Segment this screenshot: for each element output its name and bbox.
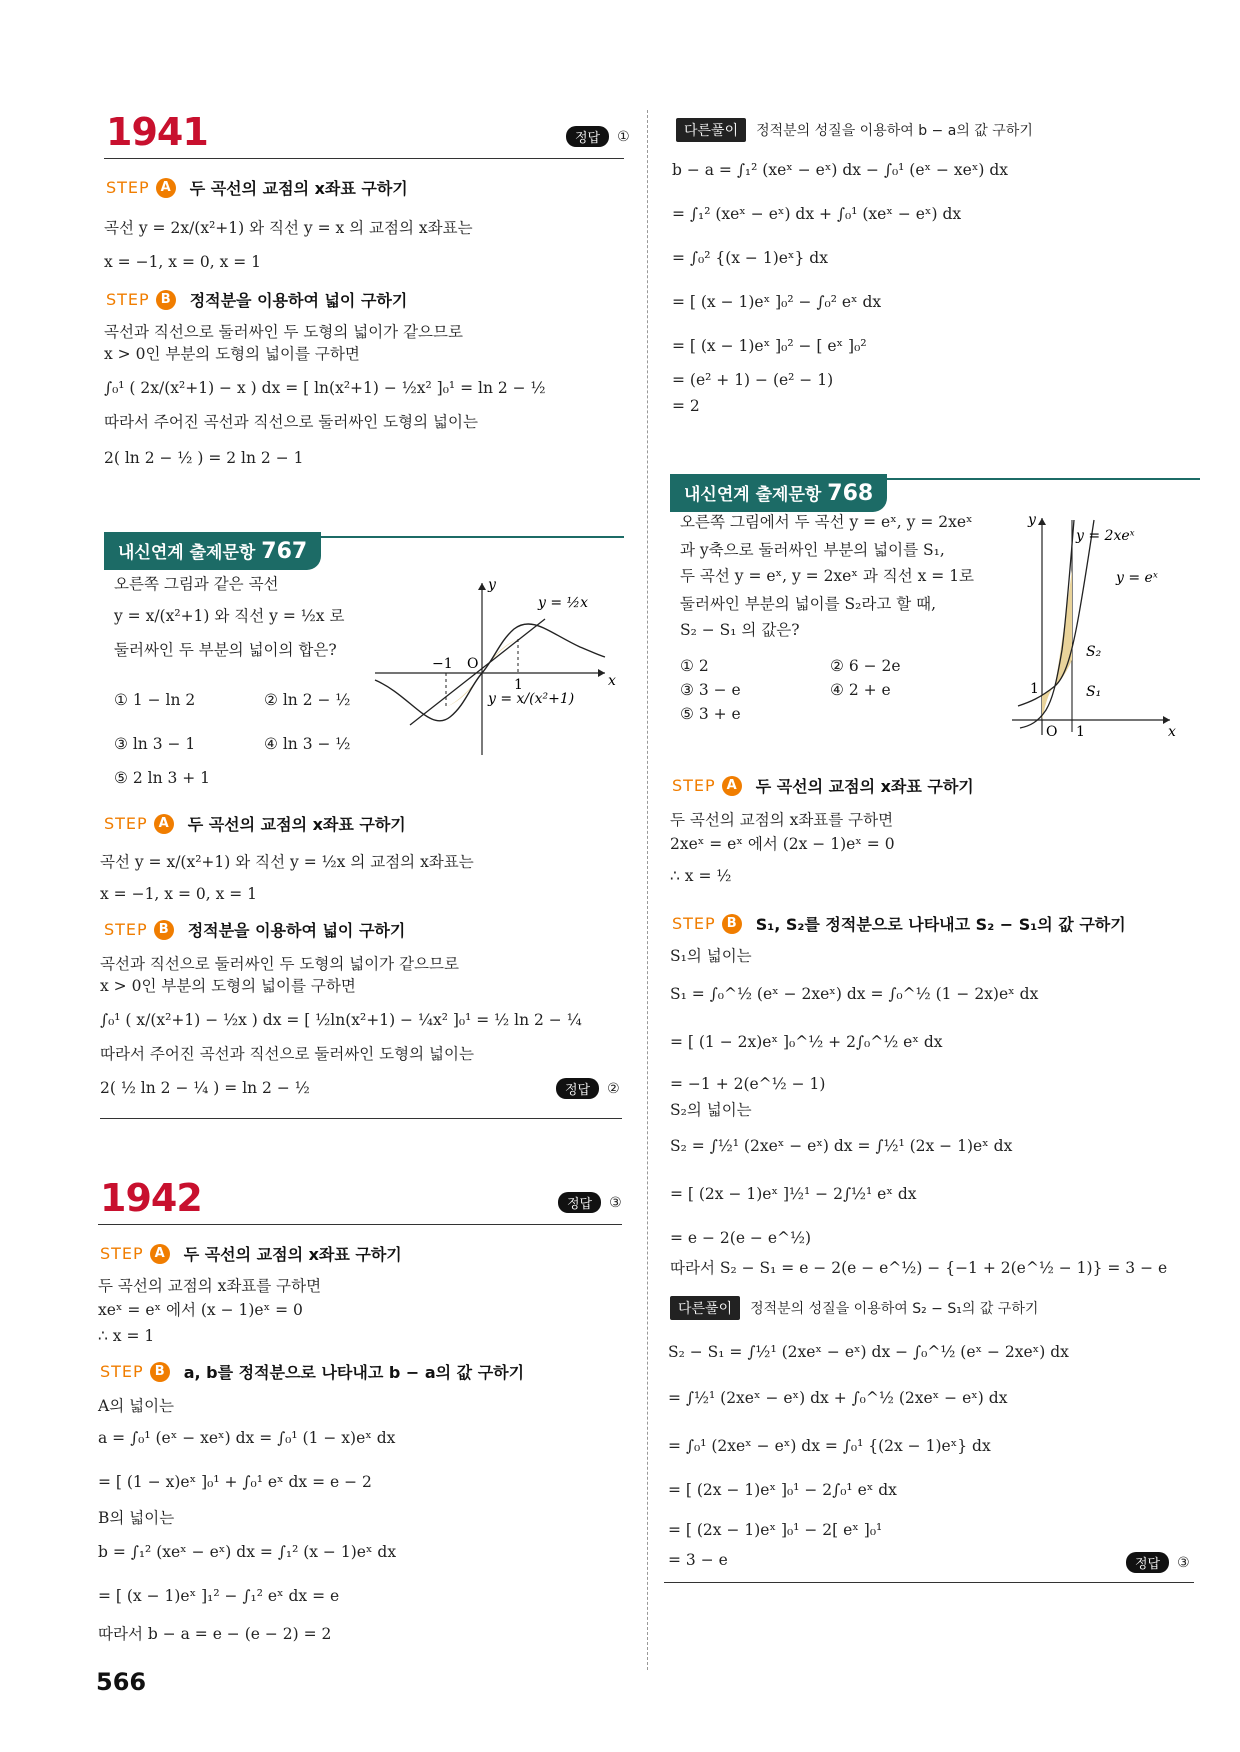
formula-line: = ∫₁² (xeˣ − eˣ) dx + ∫₀¹ (xeˣ − eˣ) dx [672,205,962,223]
choice[interactable]: ③ 3 − e [680,681,741,699]
answer-value: ① [617,128,630,145]
alt-solution-768-heading [670,1296,1038,1320]
answer-767 [556,1078,620,1099]
formula-line: = ∫½¹ (2xeˣ − eˣ) dx + ∫₀^½ (2xeˣ − eˣ) dx [668,1389,1008,1407]
step-badge: A [154,814,174,834]
step-badge: A [156,178,176,198]
x-axis-arrow [1163,716,1170,724]
y-axis-arrow [1038,518,1046,525]
formula-line: = [ (1 − x)eˣ ]₀¹ + ∫₀¹ eˣ dx = e − 2 [98,1473,372,1491]
text-line: 곡선 y = x/(x²+1) 와 직선 y = ½x 의 교점의 x좌표는 [100,853,474,871]
alt-tag: 다른풀이 [670,1296,740,1320]
curve-ex [1018,520,1094,706]
step-a-heading [104,812,406,835]
text-line: 곡선 y = 2x/(x²+1) 와 직선 y = x 의 교점의 x좌표는 [104,219,473,237]
origin-label: O [1046,724,1058,740]
line [410,619,545,725]
question-line: 오른쪽 그림에서 두 곡선 y = eˣ, y = 2xeˣ [680,513,973,531]
step-badge: B [156,290,176,310]
text-line: A의 넓이는 [98,1397,175,1415]
step-badge: B [154,920,174,940]
text-line: S₁의 넓이는 [670,947,752,965]
origin-label: O [467,656,479,672]
banner-number: 768 [827,481,874,506]
one-x-label: 1 [1076,724,1085,740]
step-badge: B [722,914,742,934]
answer-value: ③ [609,1194,622,1211]
x-label: x [608,673,616,689]
choice[interactable]: ⑤ 2 ln 3 + 1 [114,769,211,787]
text-line: B의 넓이는 [98,1509,175,1527]
banner-number: 767 [261,539,308,564]
question-line: y = x/(x²+1) 와 직선 y = ½x 로 [114,607,345,625]
formula-line: ∫₀¹ ( 2x/(x²+1) − x ) dx = [ ln(x²+1) − ½x² ]₀¹ = ln 2 − ½ [104,379,546,397]
text-line: 두 곡선의 교점의 x좌표를 구하면 [670,811,894,829]
step-b-heading [672,912,1126,935]
text-line: 따라서 주어진 곡선과 직선으로 둘러싸인 도형의 넓이는 [100,1045,474,1063]
step-label: STEP [104,814,148,833]
banner-label: 내신연계 출제문항 [118,543,256,563]
text-line: 따라서 b − a = e − (e − 2) = 2 [98,1625,332,1643]
y-axis-arrow [478,583,486,590]
step-label: STEP [100,1244,144,1263]
curve2-label: y = eˣ [1116,570,1158,586]
alt-tag: 다른풀이 [676,118,746,142]
alt-title: 정적분의 성질을 이용하여 b − a의 값 구하기 [756,123,1033,139]
question-line: 둘러싸인 부분의 넓이를 S₂라고 할 때, [680,595,937,613]
step-title: 두 곡선의 교점의 x좌표 구하기 [755,777,974,796]
x-label: x [1168,724,1176,740]
one-y-label: 1 [1030,681,1039,697]
step-a-heading [672,774,974,797]
formula-line: = 3 − e [668,1551,728,1569]
formula-line: S₂ = ∫½¹ (2xeˣ − eˣ) dx = ∫½¹ (2x − 1)eˣ dx [670,1137,1013,1155]
step-a-heading [100,1242,402,1265]
choice[interactable]: ① 2 [680,657,709,675]
s1-label: S₁ [1086,684,1102,700]
graph-767 [370,575,620,760]
formula-line: = ∫₀¹ (2xeˣ − eˣ) dx = ∫₀¹ {(2x − 1)eˣ} dx [668,1437,991,1455]
divider [100,1118,622,1119]
answer-768 [1126,1552,1190,1573]
formula-line: b = ∫₁² (xeˣ − eˣ) dx = ∫₁² (x − 1)eˣ dx [98,1543,397,1561]
formula-line: = e − 2(e − e^½) [670,1229,812,1247]
step-b-heading [100,1360,524,1383]
formula-line: = [ (x − 1)eˣ ]₀² − [ eˣ ]₀² [672,337,867,355]
y-label: y [1028,512,1036,528]
text-line: ∴ x = 1 [98,1327,155,1345]
region-s2 [1055,570,1072,686]
text-line: 2xeˣ = eˣ 에서 (2x − 1)eˣ = 0 [670,835,895,853]
problem-number-1942: 1942 [100,1176,202,1220]
formula-line: b − a = ∫₁² (xeˣ − eˣ) dx − ∫₀¹ (eˣ − xeˣ) dx [672,161,1009,179]
formula-line: = [ (x − 1)eˣ ]₀² − ∫₀² eˣ dx [672,293,882,311]
question-line: 두 곡선 y = eˣ, y = 2xeˣ 과 직선 x = 1로 [680,567,975,585]
choice[interactable]: ④ 2 + e [830,681,891,699]
step-b-heading [106,288,407,311]
step-b-heading [104,918,405,941]
divider [104,158,624,159]
answer-value: ③ [1177,1554,1190,1571]
formula-line: = (e² + 1) − (e² − 1) [672,371,834,389]
step-label: STEP [106,290,150,309]
step-label: STEP [100,1362,144,1381]
question-line: S₂ − S₁ 의 값은? [680,621,800,639]
answer-tag: 정답 [566,126,609,147]
neg-one-label: −1 [432,656,453,672]
step-title: 정적분을 이용하여 넓이 구하기 [187,921,406,940]
column-divider [647,110,648,1670]
answer-1942 [558,1192,622,1213]
text-line: 따라서 주어진 곡선과 직선으로 둘러싸인 도형의 넓이는 [104,413,478,431]
question-line: 오른쪽 그림과 같은 곡선 [114,575,279,593]
formula-line: = [ (2x − 1)eˣ ]₀¹ − 2[ eˣ ]₀¹ [668,1521,883,1539]
text-line: ∴ x = ½ [670,867,732,885]
step-label: STEP [672,914,716,933]
x-axis-arrow [598,669,605,677]
formula-line: ∫₀¹ ( x/(x²+1) − ½x ) dx = [ ½ln(x²+1) − ¼x² ]₀¹ = ½ ln 2 − ¼ [100,1011,582,1029]
divider [664,1582,1194,1583]
answer-value: ② [607,1080,620,1097]
banner-767 [104,532,321,570]
step-label: STEP [672,776,716,795]
formula-line: = [ (x − 1)eˣ ]₁² − ∫₁² eˣ dx = e [98,1587,340,1605]
step-title: 정적분을 이용하여 넓이 구하기 [189,291,408,310]
choice[interactable]: ② 6 − 2e [830,657,901,675]
text-line: 곡선과 직선으로 둘러싸인 두 도형의 넓이가 같으므로 [100,955,459,973]
formula-line: = −1 + 2(e^½ − 1) [670,1075,826,1093]
choice[interactable]: ⑤ 3 + e [680,705,741,723]
formula-line: S₂ − S₁ = ∫½¹ (2xeˣ − eˣ) dx − ∫₀^½ (eˣ − 2xeˣ) dx [668,1343,1069,1361]
question-line: 과 y축으로 둘러싸인 부분의 넓이를 S₁, [680,541,945,559]
step-title: 두 곡선의 교점의 x좌표 구하기 [187,815,406,834]
formula-line: = [ (2x − 1)eˣ ]½¹ − 2∫½¹ eˣ dx [670,1185,917,1203]
step-title: a, b를 정적분으로 나타내고 b − a의 값 구하기 [183,1363,525,1382]
text-line: x > 0인 부분의 도형의 넓이를 구하면 [100,977,356,995]
step-badge: A [722,776,742,796]
text-line: 곡선과 직선으로 둘러싸인 두 도형의 넓이가 같으므로 [104,323,463,341]
choice[interactable]: ① 1 − ln 2 [114,691,196,709]
step-a-heading [106,176,408,199]
formula-line: 따라서 S₂ − S₁ = e − 2(e − e^½) − {−1 + 2(e^½ − 1)} = 3 − e [670,1259,1168,1277]
question-line: 둘러싸인 두 부분의 넓이의 합은? [114,641,337,659]
step-title: 두 곡선의 교점의 x좌표 구하기 [189,179,408,198]
banner-768 [670,474,887,512]
formula-line: = [ (2x − 1)eˣ ]₀¹ − 2∫₀¹ eˣ dx [668,1481,897,1499]
banner-label: 내신연계 출제문항 [684,485,822,505]
answer-1941 [566,126,630,147]
answer-tag: 정답 [558,1192,601,1213]
alt-solution-1942-heading [676,118,1033,142]
step-title: S₁, S₂를 정적분으로 나타내고 S₂ − S₁의 값 구하기 [755,915,1126,934]
step-title: 두 곡선의 교점의 x좌표 구하기 [183,1245,402,1264]
formula-line: 2( ½ ln 2 − ¼ ) = ln 2 − ½ [100,1079,310,1097]
step-badge: A [150,1244,170,1264]
divider [98,1224,622,1225]
line-label: y = ½x [538,595,589,611]
formula-line: = 2 [672,397,700,415]
text-line: S₂의 넓이는 [670,1101,752,1119]
s2-label: S₂ [1086,644,1102,660]
step-badge: B [150,1362,170,1382]
y-label: y [488,577,496,593]
step-label: STEP [106,178,150,197]
page-number: 566 [96,1668,147,1696]
one-label: 1 [514,677,523,693]
formula-line: = [ (1 − 2x)eˣ ]₀^½ + 2∫₀^½ eˣ dx [670,1033,943,1051]
curve1-label: y = 2xeˣ [1076,528,1135,544]
graph-768 [1010,510,1180,740]
choice[interactable]: ③ ln 3 − 1 [114,735,196,753]
alt-title: 정적분의 성질을 이용하여 S₂ − S₁의 값 구하기 [750,1301,1039,1317]
formula-line: = ∫₀² {(x − 1)eˣ} dx [672,249,828,267]
text-line: 두 곡선의 교점의 x좌표를 구하면 [98,1277,322,1295]
text-line: x = −1, x = 0, x = 1 [100,885,258,903]
choice[interactable]: ② ln 2 − ½ [264,691,351,709]
choice[interactable]: ④ ln 3 − ½ [264,735,351,753]
formula-line: S₁ = ∫₀^½ (eˣ − 2xeˣ) dx = ∫₀^½ (1 − 2x)eˣ dx [670,985,1039,1003]
answer-tag: 정답 [1126,1552,1169,1573]
answer-tag: 정답 [556,1078,599,1099]
text-line: xeˣ = eˣ 에서 (x − 1)eˣ = 0 [98,1301,303,1319]
formula-line: 2( ln 2 − ½ ) = 2 ln 2 − 1 [104,449,304,467]
text-line: x > 0인 부분의 도형의 넓이를 구하면 [104,345,360,363]
problem-number-1941: 1941 [106,110,208,154]
region-left [446,673,482,707]
formula-line: a = ∫₀¹ (eˣ − xeˣ) dx = ∫₀¹ (1 − x)eˣ dx [98,1429,396,1447]
text-line: x = −1, x = 0, x = 1 [104,253,262,271]
curve-label: y = x/(x²+1) [488,691,575,707]
step-label: STEP [104,920,148,939]
